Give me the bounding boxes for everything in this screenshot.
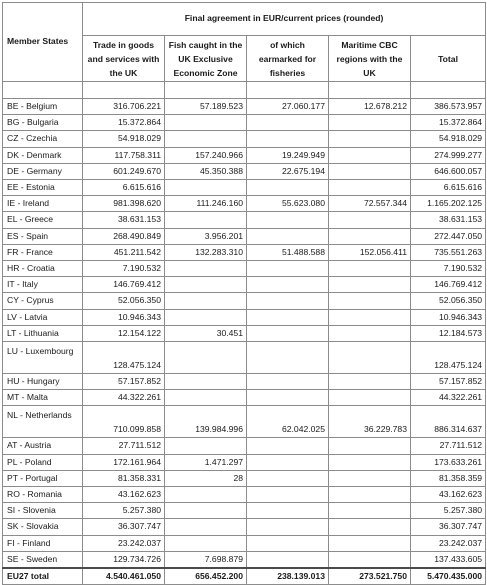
cbc-cell: 72.557.344 — [329, 196, 411, 212]
member-state-cell: EE - Estonia — [3, 180, 83, 196]
total-cell: 274.999.277 — [411, 147, 486, 163]
trade-cell: 44.322.261 — [83, 390, 165, 406]
cbc-cell — [329, 309, 411, 325]
member-state-cell: SI - Slovenia — [3, 503, 83, 519]
cbc-cell — [329, 454, 411, 470]
earmarked-cell — [247, 325, 329, 341]
total-cell: 6.615.616 — [411, 180, 486, 196]
earmarked-cell: 27.060.177 — [247, 99, 329, 115]
fish-cell — [165, 293, 247, 309]
cbc-cell — [329, 228, 411, 244]
member-state-cell: IT - Italy — [3, 277, 83, 293]
trade-cell: 43.162.623 — [83, 487, 165, 503]
table-row — [3, 212, 486, 228]
total-member-state-cell: EU27 total — [3, 568, 83, 585]
member-state-cell: LU - Luxembourg — [3, 342, 83, 374]
earmarked-cell — [247, 390, 329, 406]
fish-cell — [165, 115, 247, 131]
table-row — [3, 470, 486, 486]
earmarked-cell — [247, 261, 329, 277]
table-row — [3, 244, 486, 260]
cbc-cell: 36.229.783 — [329, 406, 411, 438]
cbc-cell — [329, 342, 411, 374]
trade-cell: 10.946.343 — [83, 309, 165, 325]
total-cell: 36.307.747 — [411, 519, 486, 535]
fish-cell: 111.246.160 — [165, 196, 247, 212]
member-state-cell: FR - France — [3, 244, 83, 260]
total-cell: 10.946.343 — [411, 309, 486, 325]
earmarked-cell — [247, 535, 329, 551]
cbc-cell — [329, 390, 411, 406]
cbc-cell — [329, 180, 411, 196]
cbc-cell — [329, 163, 411, 179]
member-state-cell: BE - Belgium — [3, 99, 83, 115]
member-state-cell: SE - Sweden — [3, 551, 83, 568]
cbc-cell — [329, 551, 411, 568]
table-row — [3, 277, 486, 293]
table-row — [3, 325, 486, 341]
fish-cell — [165, 212, 247, 228]
total-cell: 15.372.864 — [411, 115, 486, 131]
total-cell: 386.573.957 — [411, 99, 486, 115]
cbc-cell — [329, 212, 411, 228]
cbc-cell — [329, 487, 411, 503]
cbc-cell — [329, 261, 411, 277]
earmarked-cell — [247, 551, 329, 568]
earmarked-cell: 55.623.080 — [247, 196, 329, 212]
earmarked-cell — [247, 228, 329, 244]
trade-cell: 6.615.616 — [83, 180, 165, 196]
fish-cell — [165, 503, 247, 519]
spacer-row — [3, 82, 486, 99]
member-state-cell: SK - Slovakia — [3, 519, 83, 535]
fish-cell — [165, 535, 247, 551]
total-cell: 128.475.124 — [411, 342, 486, 374]
col-header-total: Total — [411, 36, 486, 82]
trade-cell: 5.257.380 — [83, 503, 165, 519]
trade-cell: 52.056.350 — [83, 293, 165, 309]
table-row — [3, 180, 486, 196]
table-row — [3, 535, 486, 551]
member-state-cell: PT - Portugal — [3, 470, 83, 486]
fish-cell: 132.283.310 — [165, 244, 247, 260]
total-cell: 81.358.359 — [411, 470, 486, 486]
total-cell: 272.447.050 — [411, 228, 486, 244]
member-state-cell: AT - Austria — [3, 438, 83, 454]
table-row — [3, 196, 486, 212]
table-row — [3, 519, 486, 535]
col-header-earmarked: of which earmarked for fisheries — [247, 36, 329, 82]
trade-cell: 27.711.512 — [83, 438, 165, 454]
earmarked-cell — [247, 277, 329, 293]
cbc-cell — [329, 438, 411, 454]
table-row — [3, 551, 486, 568]
earmarked-cell — [247, 454, 329, 470]
fish-cell — [165, 342, 247, 374]
trade-cell: 15.372.864 — [83, 115, 165, 131]
fish-cell — [165, 519, 247, 535]
table-row — [3, 438, 486, 454]
trade-cell: 23.242.037 — [83, 535, 165, 551]
allocation-table — [2, 2, 486, 585]
table-row — [3, 163, 486, 179]
earmarked-cell — [247, 519, 329, 535]
header-row-top — [3, 3, 486, 36]
total-cell: 52.056.350 — [411, 293, 486, 309]
total-cell: 38.631.153 — [411, 212, 486, 228]
fish-cell — [165, 309, 247, 325]
col-header-cbc: Maritime CBC regions with the UK — [329, 36, 411, 82]
earmarked-cell: 51.488.588 — [247, 244, 329, 260]
total-earmarked-cell: 238.139.013 — [247, 568, 329, 585]
total-row — [3, 568, 486, 585]
member-state-cell: IE - Ireland — [3, 196, 83, 212]
member-state-cell: LV - Latvia — [3, 309, 83, 325]
trade-cell: 38.631.153 — [83, 212, 165, 228]
total-cell: 173.633.261 — [411, 454, 486, 470]
trade-cell: 172.161.964 — [83, 454, 165, 470]
cbc-cell — [329, 293, 411, 309]
earmarked-cell — [247, 342, 329, 374]
member-state-cell: BG - Bulgaria — [3, 115, 83, 131]
cbc-cell: 12.678.212 — [329, 99, 411, 115]
fish-cell — [165, 390, 247, 406]
total-cbc-cell: 273.521.750 — [329, 568, 411, 585]
member-state-cell: CY - Cyprus — [3, 293, 83, 309]
total-cell: 146.769.412 — [411, 277, 486, 293]
fish-cell: 45.350.388 — [165, 163, 247, 179]
trade-cell: 146.769.412 — [83, 277, 165, 293]
total-cell: 646.600.057 — [411, 163, 486, 179]
earmarked-cell — [247, 309, 329, 325]
earmarked-cell — [247, 487, 329, 503]
trade-cell: 12.154.122 — [83, 325, 165, 341]
earmarked-cell: 19.249.949 — [247, 147, 329, 163]
col-header-trade: Trade in goods and services with the UK — [83, 36, 165, 82]
trade-cell: 117.758.311 — [83, 147, 165, 163]
earmarked-cell — [247, 293, 329, 309]
trade-cell: 451.211.542 — [83, 244, 165, 260]
fish-cell — [165, 180, 247, 196]
total-cell: 137.433.605 — [411, 551, 486, 568]
earmarked-cell — [247, 470, 329, 486]
table-row — [3, 406, 486, 438]
trade-cell: 81.358.331 — [83, 470, 165, 486]
fish-cell: 1.471.297 — [165, 454, 247, 470]
trade-cell: 316.706.221 — [83, 99, 165, 115]
member-state-cell: DE - Germany — [3, 163, 83, 179]
member-state-cell: CZ - Czechia — [3, 131, 83, 147]
trade-cell: 57.157.852 — [83, 374, 165, 390]
earmarked-cell: 62.042.025 — [247, 406, 329, 438]
earmarked-cell — [247, 212, 329, 228]
cbc-cell — [329, 470, 411, 486]
table-row — [3, 454, 486, 470]
fish-cell — [165, 277, 247, 293]
member-states-header: Member States — [3, 3, 83, 82]
trade-cell: 36.307.747 — [83, 519, 165, 535]
cbc-cell: 152.056.411 — [329, 244, 411, 260]
cbc-cell — [329, 519, 411, 535]
total-cell: 735.551.263 — [411, 244, 486, 260]
cbc-cell — [329, 325, 411, 341]
table-row — [3, 115, 486, 131]
member-state-cell: DK - Denmark — [3, 147, 83, 163]
fish-cell — [165, 438, 247, 454]
earmarked-cell — [247, 180, 329, 196]
total-cell: 5.257.380 — [411, 503, 486, 519]
total-cell: 57.157.852 — [411, 374, 486, 390]
trade-cell: 601.249.670 — [83, 163, 165, 179]
earmarked-cell: 22.675.194 — [247, 163, 329, 179]
total-total-cell: 5.470.435.000 — [411, 568, 486, 585]
earmarked-cell — [247, 131, 329, 147]
table-row — [3, 261, 486, 277]
earmarked-cell — [247, 438, 329, 454]
fish-cell — [165, 261, 247, 277]
fish-cell: 7.698.879 — [165, 551, 247, 568]
table-row — [3, 503, 486, 519]
member-state-cell: RO - Romania — [3, 487, 83, 503]
fish-cell — [165, 374, 247, 390]
cbc-cell — [329, 503, 411, 519]
member-state-cell: PL - Poland — [3, 454, 83, 470]
member-state-cell: MT - Malta — [3, 390, 83, 406]
total-cell: 1.165.202.125 — [411, 196, 486, 212]
fish-cell: 30.451 — [165, 325, 247, 341]
trade-cell: 54.918.029 — [83, 131, 165, 147]
member-state-cell: LT - Lithuania — [3, 325, 83, 341]
earmarked-cell — [247, 374, 329, 390]
total-fish-cell: 656.452.200 — [165, 568, 247, 585]
trade-cell: 128.475.124 — [83, 342, 165, 374]
trade-cell: 981.398.620 — [83, 196, 165, 212]
cbc-cell — [329, 535, 411, 551]
member-state-cell: ES - Spain — [3, 228, 83, 244]
table-row — [3, 228, 486, 244]
table-row — [3, 487, 486, 503]
cbc-cell — [329, 115, 411, 131]
total-cell: 54.918.029 — [411, 131, 486, 147]
member-state-cell: FI - Finland — [3, 535, 83, 551]
cbc-cell — [329, 147, 411, 163]
table-row — [3, 374, 486, 390]
total-cell: 886.314.637 — [411, 406, 486, 438]
table-row — [3, 131, 486, 147]
trade-cell: 268.490.849 — [83, 228, 165, 244]
member-state-cell: EL - Greece — [3, 212, 83, 228]
total-cell: 12.184.573 — [411, 325, 486, 341]
fish-cell: 157.240.966 — [165, 147, 247, 163]
fish-cell: 3.956.201 — [165, 228, 247, 244]
cbc-cell — [329, 374, 411, 390]
earmarked-cell — [247, 503, 329, 519]
trade-cell: 710.099.858 — [83, 406, 165, 438]
table-row — [3, 293, 486, 309]
total-cell: 23.242.037 — [411, 535, 486, 551]
fish-cell: 57.189.523 — [165, 99, 247, 115]
total-cell: 43.162.623 — [411, 487, 486, 503]
total-cell: 7.190.532 — [411, 261, 486, 277]
table-row — [3, 309, 486, 325]
fish-cell — [165, 131, 247, 147]
total-cell: 44.322.261 — [411, 390, 486, 406]
fish-cell: 139.984.996 — [165, 406, 247, 438]
total-cell: 27.711.512 — [411, 438, 486, 454]
fish-cell — [165, 487, 247, 503]
table-row — [3, 342, 486, 374]
fish-cell: 28 — [165, 470, 247, 486]
earmarked-cell — [247, 115, 329, 131]
table-row — [3, 147, 486, 163]
trade-cell: 129.734.726 — [83, 551, 165, 568]
member-state-cell: NL - Netherlands — [3, 406, 83, 438]
agreement-title: Final agreement in EUR/current prices (rounded) — [83, 3, 486, 36]
trade-cell: 7.190.532 — [83, 261, 165, 277]
member-state-cell: HR - Croatia — [3, 261, 83, 277]
total-trade-cell: 4.540.461.050 — [83, 568, 165, 585]
cbc-cell — [329, 131, 411, 147]
table-row — [3, 99, 486, 115]
col-header-fish: Fish caught in the UK Exclusive Economic Zone — [165, 36, 247, 82]
member-state-cell: HU - Hungary — [3, 374, 83, 390]
cbc-cell — [329, 277, 411, 293]
table-row — [3, 390, 486, 406]
